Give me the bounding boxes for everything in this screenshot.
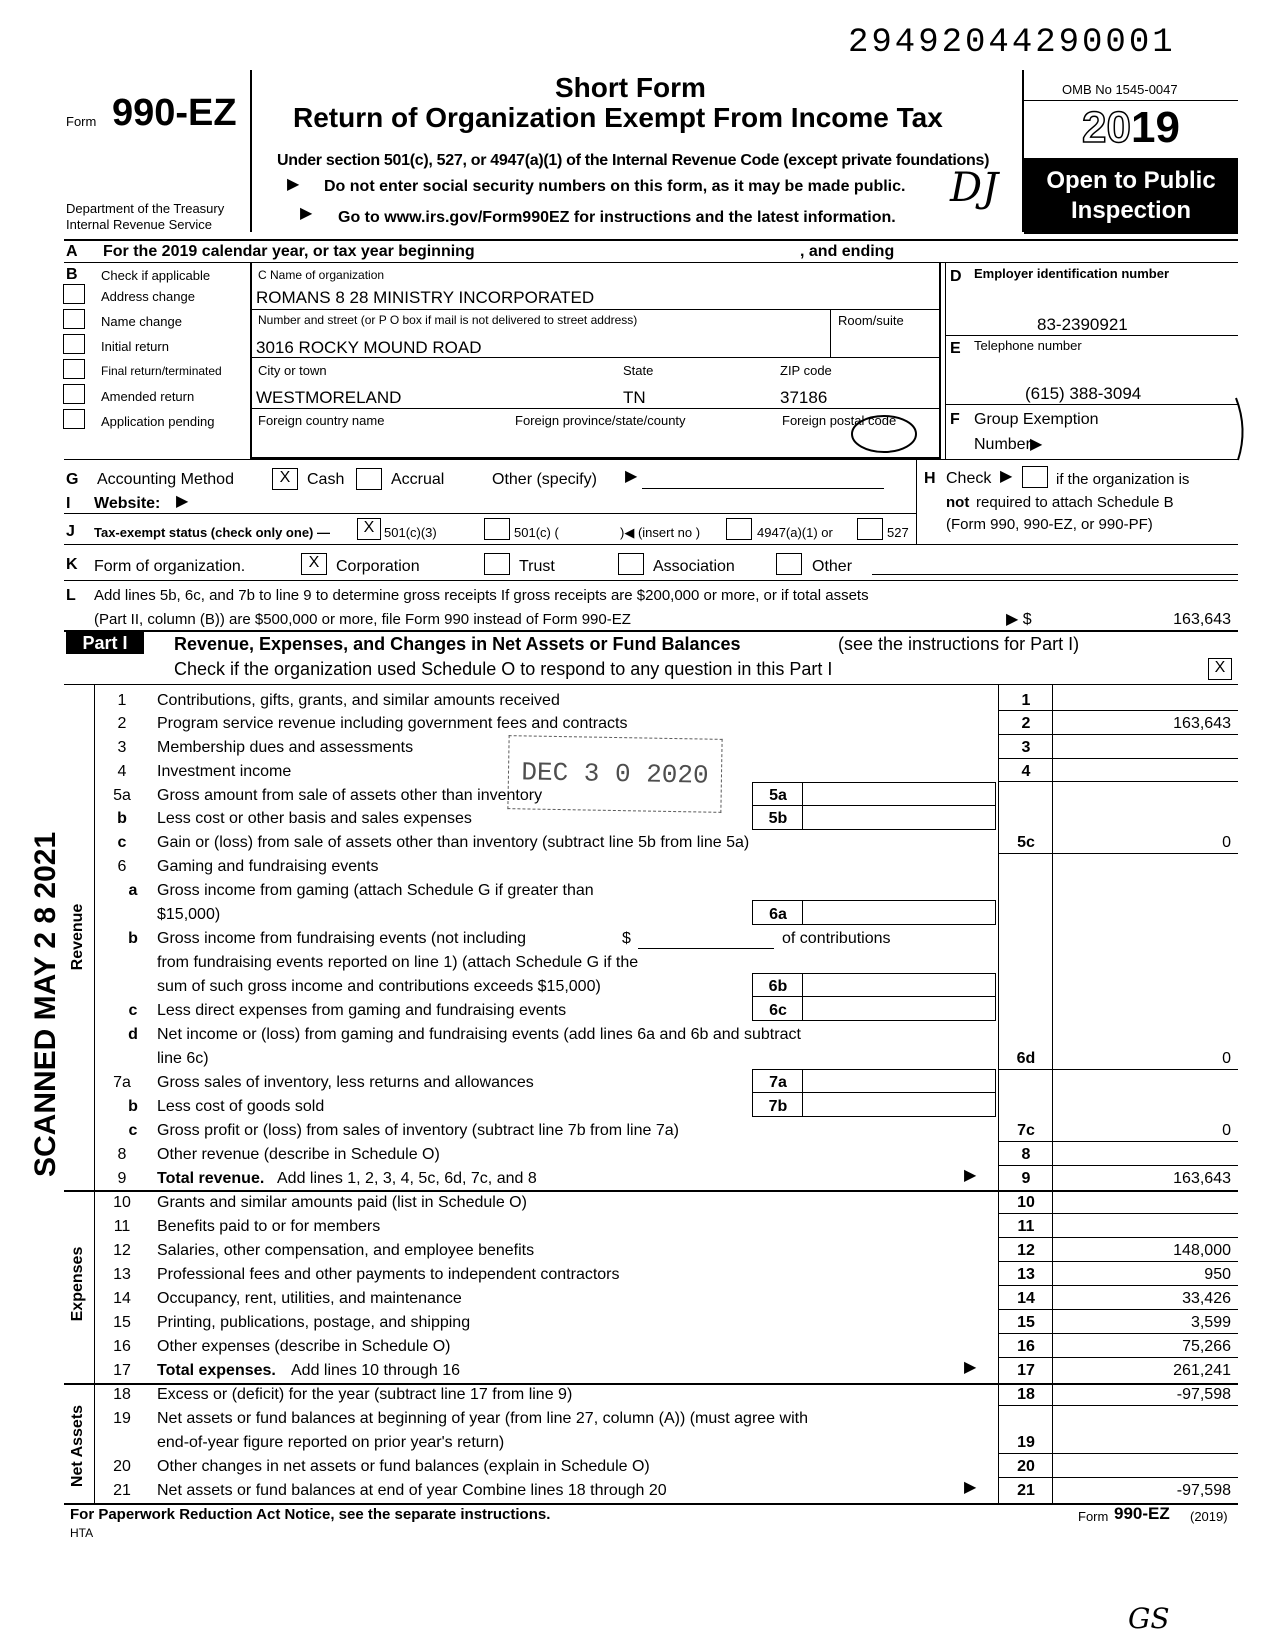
side-expenses-bottom [64, 1383, 94, 1385]
year-bold: 19 [1131, 103, 1180, 152]
side-label-expenses: Expenses [69, 1246, 86, 1322]
website-label: Website: [94, 495, 161, 512]
line-l-text2: (Part II, column (B)) are $500,000 or more, file Form 990 instead of Form 990-EZ [94, 611, 631, 628]
ein-label: Employer identification number [974, 266, 1170, 281]
city-underline [252, 408, 939, 409]
street-label: Number and street (or P O box if mail is not delivered to street address) [258, 313, 638, 327]
line-h-text2: required to attach Schedule B [976, 494, 1174, 511]
org-street: 3016 ROCKY MOUND ROAD [256, 338, 482, 357]
side-col [94, 684, 95, 1504]
line-17-text: Add lines 10 through 16 [291, 1362, 461, 1379]
section-e-letter: E [950, 340, 961, 357]
line-20-number: 20 [113, 1458, 131, 1475]
public-inspection-box [1024, 158, 1238, 234]
line-18-text: Excess or (deficit) for the year (subtract line 17 from line 9) [157, 1386, 573, 1403]
line-5a-number: 5a [113, 787, 131, 804]
checkbox-address-change[interactable] [63, 284, 85, 304]
room-divider [830, 309, 831, 357]
checkbox-association[interactable] [618, 553, 644, 575]
line-a-text: For the 2019 calendar year, or tax year beginning [103, 243, 475, 260]
line-20-text: Other changes in net assets or fund balances (explain in Schedule O) [157, 1458, 650, 1475]
line-15-box: 15 [1017, 1314, 1035, 1331]
scanned-stamp: SCANNED MAY 2 8 2021 [29, 831, 62, 1177]
line-18-box: 18 [1017, 1386, 1035, 1403]
bullet-arrow-2: ▶ [300, 205, 313, 222]
line-15-text: Printing, publications, postage, and shipping [157, 1314, 471, 1331]
part-i-tag [66, 632, 144, 654]
line-6c-number: c [128, 1002, 138, 1019]
line-16-number: 16 [113, 1338, 131, 1355]
line-i-letter: I [66, 495, 71, 512]
line-5a-text: Gross amount from sale of assets other than inventory [157, 787, 543, 804]
line-11-box: 11 [1017, 1218, 1035, 1235]
line-14-number: 14 [113, 1290, 131, 1307]
other-org-label: Other [812, 558, 853, 575]
bullet-arrow-1: ▶ [287, 176, 300, 193]
omb-number: OMB No 1545-0047 [1062, 82, 1178, 97]
line-l-letter: L [66, 587, 76, 604]
year-outline: 20 [1082, 103, 1131, 152]
received-stamp [507, 735, 722, 813]
line-6a-sub: 6a [769, 906, 787, 923]
line-6b-sub: 6b [768, 978, 788, 995]
line-8-text: Other revenue (describe in Schedule O) [157, 1146, 440, 1163]
line-5b-subbox[interactable] [752, 806, 996, 830]
form-number: 990-EZ [112, 92, 237, 134]
line-18-number: 18 [113, 1386, 131, 1403]
name-label: C Name of organization [258, 268, 385, 282]
line-l-text1: Add lines 5b, 6c, and 7b to line 9 to determine gross receipts If gross receipts are $200,000 or more, or if total assets [94, 587, 869, 604]
label-name-change: Name change [101, 314, 182, 329]
line-7b-sub: 7b [768, 1098, 788, 1115]
handwritten-postal-circle-icon [848, 412, 920, 456]
row-10-line [998, 1213, 1238, 1214]
bracket-mark-icon [1232, 396, 1252, 462]
checkbox-accrual[interactable] [356, 468, 382, 490]
checkbox-name-change[interactable] [63, 309, 85, 329]
line-2-amount: 163,643 [1173, 715, 1231, 732]
row-8-line [998, 1165, 1238, 1166]
line-6d-box: 6d [1016, 1050, 1036, 1067]
row-20-line [998, 1477, 1238, 1478]
row-14-line [998, 1309, 1238, 1310]
line-l-bottom [64, 630, 1238, 632]
row-13-line [998, 1285, 1238, 1286]
line-15-amount: 3,599 [1190, 1314, 1231, 1331]
line-6b-number: b [128, 930, 138, 947]
line-5c-number: c [117, 834, 127, 851]
label-501c3: 501(c)(3) [384, 525, 437, 540]
dept-line1: Department of the Treasury [66, 201, 225, 216]
line-7a-number: 7a [113, 1074, 131, 1091]
form-of-org-label: Form of organization. [94, 558, 246, 575]
line-6c-subbox[interactable] [752, 997, 996, 1021]
line-6a-text: Gross income from gaming (attach Schedule G if greater than [157, 882, 594, 899]
dept-line2: Internal Revenue Service [66, 217, 212, 232]
postal-label: Foreign postal code [782, 413, 897, 428]
title-short-form: Short Form [555, 72, 706, 103]
phone-underline [945, 404, 1238, 405]
line-21-number: 21 [113, 1482, 131, 1499]
part-i-check-line: Check if the organization used Schedule O to respond to any question in this Part I [174, 659, 833, 679]
line-5b-sub: 5b [768, 810, 788, 827]
line-h-check: Check [946, 470, 992, 487]
line-16-box: 16 [1017, 1338, 1035, 1355]
line-6a-text2: $15,000) [157, 906, 221, 923]
website-arrow: ▶ [176, 493, 189, 510]
line-9-bold: Total revenue. [157, 1170, 265, 1187]
other-specify-label: Other (specify) [492, 471, 597, 488]
line-l-amount: 163,643 [1173, 611, 1231, 628]
org-city: WESTMORELAND [256, 388, 402, 407]
side-label-net-assets: Net Assets [69, 1404, 86, 1488]
line-5b-text: Less cost or other basis and sales expenses [157, 810, 472, 827]
part-i-title: Revenue, Expenses, and Changes in Net Assets or Fund Balances [174, 634, 741, 654]
line-6-text: Gaming and fundraising events [157, 858, 379, 875]
label-4947: 4947(a)(1) or [757, 525, 833, 540]
line-11-text: Benefits paid to or for members [157, 1218, 381, 1235]
paperwork-notice: For Paperwork Reduction Act Notice, see the separate instructions. [70, 1506, 551, 1523]
line-7c-box: 7c [1017, 1122, 1035, 1139]
line-h-text1: if the organization is [1056, 471, 1190, 488]
label-amended-return: Amended return [101, 389, 195, 404]
box-col-left [998, 684, 999, 1504]
section-b-letter: B [66, 266, 78, 283]
other-specify-line[interactable] [642, 488, 884, 489]
checkbox-501c3[interactable]: X [357, 518, 381, 540]
line-13-box: 13 [1017, 1266, 1035, 1283]
line-17-number: 17 [113, 1362, 131, 1379]
line-7b-number: b [128, 1098, 138, 1115]
line-h-text3: (Form 990, 990-EZ, or 990-PF) [946, 516, 1153, 533]
line-19-text: Net assets or fund balances at beginning of year (from line 27, column (A)) (must agree with [157, 1410, 808, 1427]
line-12-box: 12 [1017, 1242, 1035, 1259]
line-g-letter: G [66, 471, 79, 488]
other-specify-arrow: ▶ [625, 468, 638, 485]
label-insert-no: )◀ (insert no ) [620, 525, 701, 540]
group-number-label: Number [974, 436, 1031, 453]
line-k-letter: K [66, 556, 78, 573]
line-13-amount: 950 [1204, 1266, 1231, 1283]
line-1-box: 1 [1021, 692, 1031, 709]
row-6d-line [998, 1069, 1238, 1070]
line-1-text: Contributions, gifts, grants, and similar amounts received [157, 692, 560, 709]
row-19-line [998, 1453, 1238, 1454]
line-3-number: 3 [117, 739, 127, 756]
year-box [1024, 100, 1238, 156]
line-1-number: 1 [117, 692, 127, 709]
ein-value: 83-2390921 [1037, 315, 1128, 334]
line-6d-amount: 0 [1222, 1050, 1231, 1067]
phone-label: Telephone number [974, 338, 1082, 353]
under-section: Under section 501(c), 527, or 4947(a)(1) of the Internal Revenue Code (except private foundations) [277, 152, 990, 169]
received-stamp-date: DEC 3 0 2020 [521, 757, 709, 791]
box-col-right [1052, 684, 1053, 1504]
line-6b-after: of contributions [782, 930, 891, 947]
checkbox-final-return[interactable] [63, 359, 85, 379]
org-state: TN [623, 388, 646, 407]
phone-value: (615) 388-3094 [1025, 384, 1142, 403]
accounting-method-label: Accounting Method [97, 471, 234, 488]
country-label: Foreign country name [258, 413, 385, 428]
checkbox-other-org[interactable] [776, 553, 802, 575]
line-l-dollar: ▶ $ [1006, 611, 1032, 628]
checkbox-trust[interactable] [484, 553, 510, 575]
group-number-arrow: ▶ [1030, 436, 1043, 453]
line-6b-text2: from fundraising events reported on line 1) (attach Schedule G if the [157, 954, 639, 971]
checkbox-schedule-b[interactable] [1022, 466, 1048, 488]
line-9-text: Add lines 1, 2, 3, 4, 5c, 6d, 7c, and 8 [277, 1170, 537, 1187]
org-box-right-outer [945, 262, 946, 459]
part-i-tag-text: Part I [82, 633, 128, 653]
line-9-arrow: ▶ [964, 1167, 977, 1184]
city-label: City or town [258, 363, 327, 378]
line-10-box: 10 [1017, 1194, 1035, 1211]
line-7b-text: Less cost of goods sold [157, 1098, 325, 1115]
checkbox-amended-return[interactable] [63, 384, 85, 404]
line-6c-sub: 6c [769, 1002, 787, 1019]
accrual-label: Accrual [391, 471, 445, 488]
checkbox-schedule-o[interactable]: X [1208, 658, 1232, 680]
line-6-number: 6 [117, 858, 127, 875]
line-5c-box: 5c [1017, 834, 1035, 851]
line-h-letter: H [924, 470, 936, 487]
label-address-change: Address change [101, 289, 195, 304]
line-j-letter: J [66, 523, 75, 540]
line-5c-amount: 0 [1222, 834, 1231, 851]
checkbox-527[interactable] [857, 518, 883, 540]
line-18-amount: -97,598 [1176, 1386, 1231, 1403]
line-6b-text3: sum of such gross income and contributions exceeds $15,000) [157, 978, 601, 995]
tax-exempt-label: Tax-exempt status (check only one) — [94, 525, 330, 540]
row-18-line [998, 1405, 1238, 1406]
section-b-title: Check if applicable [101, 268, 211, 283]
line-6b-subbox[interactable] [752, 973, 996, 997]
label-501c: 501(c) ( [514, 525, 559, 540]
street-underline [252, 357, 939, 358]
zip-label: ZIP code [780, 363, 832, 378]
line-2-box: 2 [1021, 715, 1031, 732]
line-3-box: 3 [1021, 739, 1031, 756]
line-7c-number: c [128, 1122, 138, 1139]
row-17-line [94, 1383, 1238, 1385]
association-label: Association [653, 558, 735, 575]
handwriting-mid: DJ [950, 165, 999, 211]
line-9-amount: 163,643 [1173, 1170, 1231, 1187]
checkbox-application-pending[interactable] [63, 409, 85, 429]
line-11-number: 11 [113, 1218, 131, 1235]
row-3-line [998, 758, 1238, 759]
footer-year: (2019) [1190, 1509, 1228, 1524]
checkbox-4947[interactable] [726, 518, 752, 540]
footer-form-label: Form [1078, 1509, 1109, 1524]
line-6b-dollar-line[interactable] [638, 948, 774, 949]
line-h-arrow: ▶ [1000, 468, 1013, 485]
title-return: Return of Organization Exempt From Income Tax [293, 102, 943, 133]
line-12-amount: 148,000 [1173, 1242, 1231, 1259]
line-14-amount: 33,426 [1182, 1290, 1231, 1307]
province-label: Foreign province/state/county [515, 413, 686, 428]
cash-label: Cash [307, 471, 345, 488]
group-exemption-label: Group Exemption [974, 411, 1099, 428]
line-8-box: 8 [1021, 1146, 1031, 1163]
state-label: State [623, 363, 654, 378]
line-7a-text: Gross sales of inventory, less returns and allowances [157, 1074, 534, 1091]
h-divider [916, 459, 917, 544]
line-6b-text: Gross income from fundraising events (not including [157, 930, 527, 947]
line-19-number: 19 [113, 1410, 131, 1427]
line-h-not: not [946, 494, 970, 511]
line-6c-text: Less direct expenses from gaming and fundraising events [157, 1002, 567, 1019]
checkbox-cash[interactable]: X [272, 468, 298, 490]
ein-underline [945, 335, 1238, 336]
line-21-amount: -97,598 [1176, 1482, 1231, 1499]
line-6a-subbox[interactable] [752, 900, 996, 925]
line-17-amount: 261,241 [1173, 1362, 1231, 1379]
line-4-box: 4 [1021, 763, 1031, 780]
line-16-amount: 75,266 [1182, 1338, 1231, 1355]
row-12-line [998, 1261, 1238, 1262]
side-label-revenue: Revenue [69, 903, 86, 971]
corporation-label: Corporation [336, 558, 420, 575]
line-7c-text: Gross profit or (loss) from sales of inventory (subtract line 7b from line 7a) [157, 1122, 679, 1139]
row-5c-line [998, 853, 1238, 854]
row-2-line [998, 734, 1238, 735]
line-7b-subbox[interactable] [752, 1093, 996, 1117]
line-j-bottom [64, 544, 1238, 545]
line-16-text: Other expenses (describe in Schedule O) [157, 1338, 451, 1355]
section-d-letter: D [950, 268, 962, 285]
line-13-text: Professional fees and other payments to independent contractors [157, 1266, 620, 1283]
org-zip: 37186 [780, 388, 828, 407]
line-5a-sub: 5a [769, 787, 787, 804]
line-a-top [64, 239, 1238, 241]
other-org-line[interactable] [872, 574, 1238, 575]
trust-label: Trust [519, 558, 555, 575]
row-15-line [998, 1333, 1238, 1334]
bullet-goto: Go to www.irs.gov/Form990EZ for instructions and the latest information. [338, 209, 896, 226]
line-a-ending: , and ending [800, 243, 895, 260]
line-15-number: 15 [113, 1314, 131, 1331]
line-21-text: Net assets or fund balances at end of year Combine lines 18 through 20 [157, 1482, 667, 1499]
checkbox-501c[interactable] [484, 518, 510, 540]
bullet-ssn: Do not enter social security numbers on this form, as it may be made public. [324, 178, 906, 195]
line-9-box: 9 [1021, 1170, 1031, 1187]
org-name: ROMANS 8 28 MINISTRY INCORPORATED [256, 288, 595, 307]
checkbox-corporation[interactable]: X [301, 553, 327, 575]
part-i-header-bottom [64, 684, 1238, 685]
line-17-bold: Total expenses. [157, 1362, 276, 1379]
line-14-text: Occupancy, rent, utilities, and maintenance [157, 1290, 462, 1307]
line-5a-subbox[interactable] [752, 782, 996, 806]
line-12-text: Salaries, other compensation, and employee benefits [157, 1242, 535, 1259]
label-527: 527 [887, 525, 909, 540]
row-7c-line [998, 1141, 1238, 1142]
row-9-line [94, 1190, 1238, 1192]
line-4-text: Investment income [157, 763, 292, 780]
room-label: Room/suite [838, 313, 904, 328]
line-6d-text: Net income or (loss) from gaming and fundraising events (add lines 6a and 6b and subtract [157, 1026, 801, 1043]
label-initial-return: Initial return [101, 339, 169, 354]
g-section-bottom [64, 513, 916, 514]
header-divider-left [250, 70, 252, 232]
handwriting-bottom: GS [1128, 1602, 1170, 1635]
line-13-number: 13 [113, 1266, 131, 1283]
line-7a-subbox[interactable] [752, 1069, 996, 1093]
line-6b-dollar: $ [622, 930, 631, 947]
line-10-text: Grants and similar amounts paid (list in Schedule O) [157, 1194, 527, 1211]
line-8-number: 8 [117, 1146, 127, 1163]
line-2-text: Program service revenue including government fees and contracts [157, 715, 628, 732]
name-underline [252, 309, 939, 310]
line-9-number: 9 [117, 1170, 127, 1187]
form-label: Form [66, 114, 97, 129]
line-6a-subdiv [802, 900, 803, 925]
section-b-bottom [64, 459, 1238, 460]
line-3-text: Membership dues and assessments [157, 739, 414, 756]
line-12-number: 12 [113, 1242, 131, 1259]
line-a-letter: A [66, 243, 78, 260]
label-final-return: Final return/terminated [101, 364, 222, 378]
line-7c-amount: 0 [1222, 1122, 1231, 1139]
line-21-box: 21 [1017, 1482, 1035, 1499]
line-14-box: 14 [1017, 1290, 1035, 1307]
side-revenue-bottom [64, 1190, 94, 1192]
dln-number: 29492044290001 [848, 24, 1176, 62]
row-1-line [998, 710, 1238, 711]
line-5b-number: b [117, 810, 127, 827]
line-2-number: 2 [117, 715, 127, 732]
part-i-title-note: (see the instructions for Part I) [838, 634, 1080, 654]
row-11-line [998, 1237, 1238, 1238]
line-19-box: 19 [1017, 1434, 1035, 1451]
part-i-bottom [64, 1503, 1238, 1505]
line-7a-sub: 7a [769, 1074, 787, 1091]
footer-form-number: 990-EZ [1114, 1504, 1170, 1523]
line-4-number: 4 [117, 763, 127, 780]
public-line2: Inspection [1070, 197, 1191, 224]
line-20-box: 20 [1017, 1458, 1035, 1475]
row-4-line [998, 781, 1238, 782]
line-21-arrow: ▶ [964, 1479, 977, 1496]
row-16-line [998, 1357, 1238, 1358]
line-6d-number: d [128, 1026, 138, 1043]
line-6a-number: a [128, 882, 138, 899]
section-f-letter: F [950, 411, 960, 428]
line-10-number: 10 [113, 1194, 131, 1211]
line-6d-text2: line 6c) [157, 1050, 209, 1067]
label-application-pending: Application pending [101, 414, 215, 429]
checkbox-initial-return[interactable] [63, 334, 85, 354]
hta-label: HTA [70, 1526, 94, 1540]
line-17-box: 17 [1017, 1362, 1035, 1379]
public-line1: Open to Public [1046, 167, 1216, 194]
line-17-arrow: ▶ [964, 1359, 977, 1376]
line-k-bottom [64, 580, 1238, 581]
line-5c-text: Gain or (loss) from sale of assets other than inventory (subtract line 5b from line 5a) [157, 834, 750, 851]
line-19-text2: end-of-year figure reported on prior year's return) [157, 1434, 505, 1451]
